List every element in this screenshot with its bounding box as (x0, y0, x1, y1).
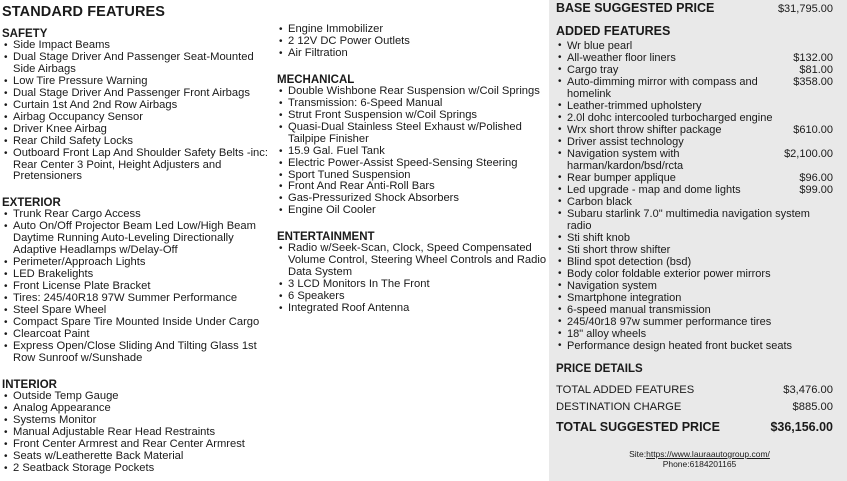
base-price-row (556, 1, 833, 19)
section-title: ENTERTAINMENT (277, 231, 375, 244)
added-feature-price: $2,100.00 (784, 148, 833, 160)
feature-item: • Side Impact Beams (2, 40, 276, 52)
pricing-panel (549, 0, 847, 481)
added-feature-item (556, 280, 833, 292)
feature-item: • Seats w/Leatherette Back Material (2, 451, 276, 463)
added-features-title: ADDED FEATURES (556, 24, 671, 38)
added-feature-item (556, 316, 833, 328)
added-features-list (556, 40, 833, 352)
feature-item: • Integrated Roof Antenna (277, 303, 548, 315)
feature-item: • 2 Seatback Storage Pockets (2, 463, 276, 475)
added-feature-item (556, 292, 833, 304)
col1-sections (2, 28, 276, 475)
feature-item: • Electric Power-Assist Speed-Sensing Steering (277, 158, 548, 170)
feature-list (2, 40, 276, 183)
added-feature-name: • Smartphone integration (567, 292, 682, 304)
added-feature-item (556, 340, 833, 352)
added-feature-item (556, 256, 833, 268)
feature-list (277, 24, 548, 60)
feature-item: • LED Brakelights (2, 269, 276, 281)
feature-section (2, 197, 276, 364)
added-feature-item (556, 244, 833, 256)
added-feature-item (556, 136, 833, 148)
total-suggested-label: TOTAL SUGGESTED PRICE (556, 420, 720, 434)
added-feature-price: $358.00 (793, 76, 833, 88)
added-feature-name: • Driver assist technology (567, 136, 684, 148)
feature-item: • Trunk Rear Cargo Access (2, 209, 276, 221)
added-feature-price: $96.00 (799, 172, 833, 184)
added-feature-name: • All-weather floor liners (567, 52, 676, 64)
feature-list (277, 243, 548, 315)
feature-item: • Dual Stage Driver And Passenger Front Airbags (2, 88, 276, 100)
feature-item: • Airbag Occupancy Sensor (2, 112, 276, 124)
added-feature-name: • Sti short throw shifter (567, 244, 671, 256)
section-title: MECHANICAL (277, 73, 355, 86)
feature-item: • Quasi-Dual Stainless Steel Exhaust w/Polished Tailpipe Finisher (277, 122, 548, 146)
feature-item: • Perimeter/Approach Lights (2, 257, 276, 269)
feature-item: • Outside Temp Gauge (2, 391, 276, 403)
feature-item: • Manual Adjustable Rear Head Restraints (2, 427, 276, 439)
added-feature-item (556, 112, 833, 124)
added-feature-name: • 18" alloy wheels (567, 328, 647, 340)
added-feature-price: $132.00 (793, 52, 833, 64)
feature-item: • Driver Knee Airbag (2, 124, 276, 136)
added-feature-name: • Wr blue pearl (567, 40, 633, 52)
feature-list (2, 391, 276, 475)
site-label: Site: (629, 449, 647, 459)
site-link[interactable]: https://www.lauraautogroup.com/ (646, 449, 770, 459)
added-feature-name: • Subaru starlink 7.0" multimedia navigation system radio (567, 208, 810, 232)
destination-charge-row (556, 399, 833, 417)
added-feature-name: • Navigation system with harman/kardon/bsd/rcta (567, 148, 684, 172)
added-feature-name: • Carbon black (567, 196, 632, 208)
added-feature-item (556, 40, 833, 52)
price-details-title: PRICE DETAILS (556, 363, 643, 375)
added-feature-name: • Auto-dimming mirror with compass and homelink (567, 76, 758, 100)
feature-item: • Express Open/Close Sliding And Tilting Glass 1st Row Sunroof w/Sunshade (2, 341, 276, 365)
destination-charge-value: $885.00 (792, 401, 833, 414)
feature-item: • Sport Tuned Suspension (277, 170, 548, 182)
added-feature-item (556, 124, 833, 136)
feature-item: • Compact Spare Tire Mounted Inside Under Cargo (2, 317, 276, 329)
feature-item: • Gas-Pressurized Shock Absorbers (277, 193, 548, 205)
phone-label: Phone: (662, 458, 690, 469)
added-feature-item (556, 100, 833, 112)
feature-item: • Air Filtration (277, 48, 548, 60)
added-feature-item (556, 304, 833, 316)
added-feature-item (556, 148, 833, 172)
feature-section (2, 28, 276, 183)
added-feature-item (556, 196, 833, 208)
feature-item: • 15.9 Gal. Fuel Tank (277, 146, 548, 158)
feature-item: • Rear Child Safety Locks (2, 136, 276, 148)
added-feature-name: • 245/40r18 97w summer performance tires (567, 316, 772, 328)
added-feature-item (556, 184, 833, 196)
total-added-row (556, 381, 833, 399)
col2-sections (277, 24, 548, 315)
feature-item: • Engine Oil Cooler (277, 205, 548, 217)
feature-section (277, 74, 548, 217)
dealer-footer (556, 450, 833, 469)
added-feature-item (556, 76, 833, 100)
added-feature-name: • Leather-trimmed upholstery (567, 100, 702, 112)
feature-item: • Radio w/Seek-Scan, Clock, Speed Compensated Volume Control, Steering Wheel Controls and Radio Data System (277, 243, 548, 279)
feature-item: • 3 LCD Monitors In The Front (277, 279, 548, 291)
feature-item: • Low Tire Pressure Warning (2, 76, 276, 88)
feature-item: • Engine Immobilizer (277, 24, 548, 36)
section-title: SAFETY (2, 28, 48, 40)
added-feature-name: • 6-speed manual transmission (567, 304, 711, 316)
phone-number: 6184201165 (689, 458, 737, 469)
added-feature-name: • Blind spot detection (bsd) (567, 256, 692, 268)
added-feature-item (556, 172, 833, 184)
added-feature-name: • 2.0l dohc intercooled turbocharged engine (567, 112, 773, 124)
feature-list (277, 86, 548, 217)
feature-list (2, 209, 276, 364)
feature-item: • Front License Plate Bracket (2, 281, 276, 293)
feature-item: • Outboard Front Lap And Shoulder Safety Belts -inc: Rear Center 3 Point, Height Adjusters and Pretensioners (2, 148, 276, 184)
added-feature-item (556, 232, 833, 244)
standard-features-left-column (0, 0, 276, 481)
feature-item: • Systems Monitor (2, 415, 276, 427)
total-suggested-row (556, 416, 833, 438)
added-feature-name: • Rear bumper applique (567, 172, 676, 184)
added-feature-name: • Performance design heated front bucket seats (567, 340, 793, 352)
section-title: INTERIOR (2, 378, 57, 391)
base-price-label: BASE SUGGESTED PRICE (556, 1, 715, 15)
total-added-value: $3,476.00 (783, 383, 833, 396)
feature-item: • Curtain 1st And 2nd Row Airbags (2, 100, 276, 112)
standard-features-title: STANDARD FEATURES (2, 4, 166, 20)
feature-section (2, 379, 276, 475)
added-feature-name: • Body color foldable exterior power mirrors (567, 268, 771, 280)
feature-item: • 6 Speakers (277, 291, 548, 303)
base-price-value: $31,795.00 (777, 3, 833, 15)
feature-item: • Front Center Armrest and Rear Center Armrest (2, 439, 276, 451)
added-feature-name: • Cargo tray (567, 64, 619, 76)
feature-section (277, 231, 548, 315)
added-feature-item (556, 52, 833, 64)
added-feature-name: • Led upgrade - map and dome lights (567, 184, 741, 196)
added-feature-price: $610.00 (793, 124, 833, 136)
added-feature-price: $99.00 (799, 184, 833, 196)
feature-item: • Strut Front Suspension w/Coil Springs (277, 110, 548, 122)
total-suggested-value: $36,156.00 (770, 420, 833, 434)
feature-item: • Dual Stage Driver And Passenger Seat-Mounted Side Airbags (2, 52, 276, 76)
added-feature-item (556, 208, 833, 232)
added-feature-item (556, 268, 833, 280)
added-feature-name: • Wrx short throw shifter package (567, 124, 722, 136)
feature-item: • Clearcoat Paint (2, 329, 276, 341)
added-feature-name: • Sti shift knob (567, 232, 630, 244)
feature-item: • Double Wishbone Rear Suspension w/Coil Springs (277, 86, 548, 98)
feature-item: • Tires: 245/40R18 97W Summer Performance (2, 293, 276, 305)
feature-item: • Transmission: 6-Speed Manual (277, 98, 548, 110)
feature-section (277, 24, 548, 60)
added-feature-item (556, 64, 833, 76)
feature-item: • Auto On/Off Projector Beam Led Low/High Beam Daytime Running Auto-Leveling Directionally Adaptive Headlamps w/Delay-Off (2, 221, 276, 257)
added-feature-item (556, 328, 833, 340)
feature-item: • 2 12V DC Power Outlets (277, 36, 548, 48)
feature-item: • Analog Appearance (2, 403, 276, 415)
feature-item: • Steel Spare Wheel (2, 305, 276, 317)
standard-features-right-column (277, 0, 548, 329)
added-feature-name: • Navigation system (567, 280, 657, 292)
section-title: EXTERIOR (2, 197, 61, 210)
feature-item: • Front And Rear Anti-Roll Bars (277, 181, 548, 193)
added-feature-price: $81.00 (799, 64, 833, 76)
destination-charge-label: DESTINATION CHARGE (556, 401, 682, 414)
total-added-label: TOTAL ADDED FEATURES (556, 383, 695, 396)
